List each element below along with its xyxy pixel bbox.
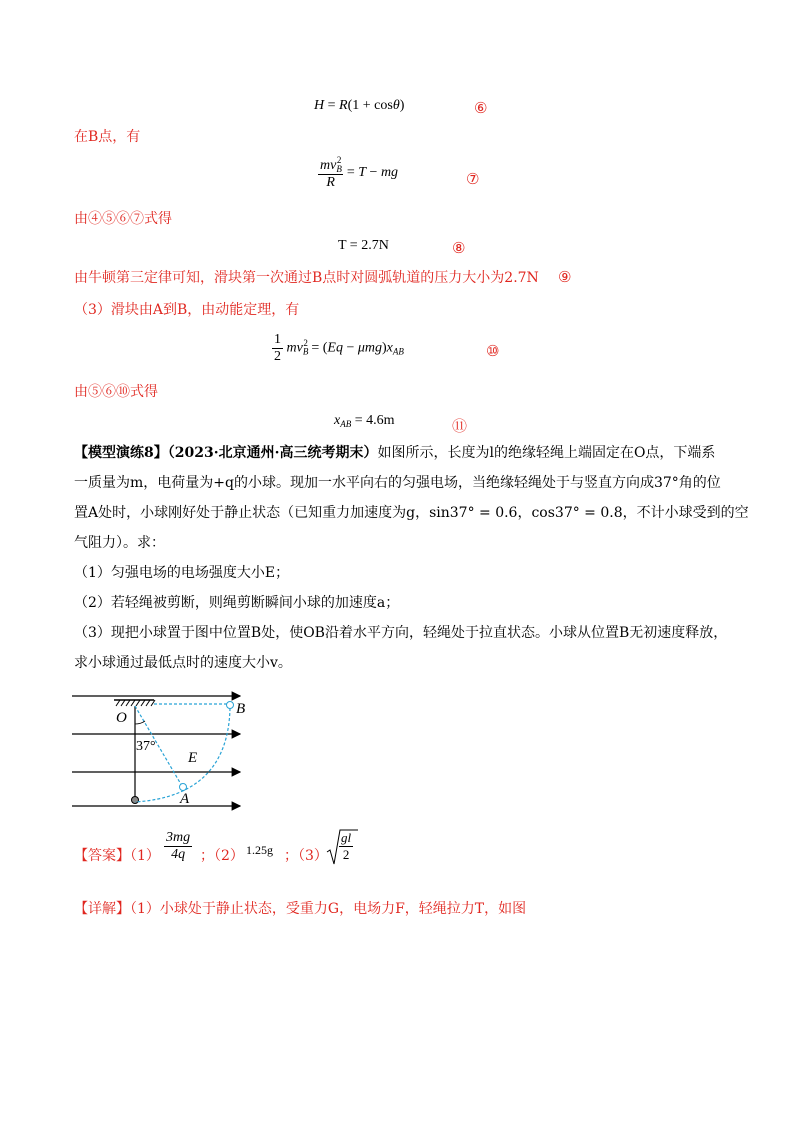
- equation-number-9: ⑨: [558, 268, 572, 286]
- answer-1-fraction: $\frac{3mg}{4q}$: [166, 830, 191, 862]
- equation-11: $x_{AB} = 4.6m$: [334, 413, 395, 429]
- question-3-line-1: （3）现把小球置于图中位置B处，使OB沿着水平方向，轻绳处于拉直状态。小球从位置B无初速度释放，: [74, 625, 728, 641]
- question-3-line-2: 求小球通过最低点时的速度大小v。: [74, 655, 292, 671]
- problem-text-3: 置A处时，小球刚好处于静止状态（已知重力加速度为g，sin37° = 0.6，cos37° = 0.8，不计小球受到的空: [74, 505, 749, 521]
- ball-a: [180, 784, 187, 791]
- label-b: B: [236, 701, 246, 717]
- text-from-5610: 由⑤⑥⑩式得: [74, 384, 158, 400]
- physics-figure: [70, 686, 250, 812]
- label-a: A: [180, 791, 190, 807]
- equation-number-8: ⑧: [452, 239, 466, 257]
- problem-block: [74, 438, 749, 678]
- answer-sep-1: ；（2）: [200, 848, 244, 864]
- label-angle: 37°: [136, 739, 156, 754]
- text-newton-third-law: 由牛顿第三定律可知，滑块第一次通过B点时对圆弧轨道的压力大小为2.7N: [74, 270, 539, 286]
- problem-text-4: 气阻力）。求：: [74, 535, 165, 551]
- equation-number-7: ⑦: [466, 170, 480, 188]
- equation-number-10: ⑩: [486, 342, 500, 360]
- question-1: （1）匀强电场的电场强度大小E；: [74, 565, 290, 581]
- equation-number-11: ⑪: [452, 417, 468, 435]
- label-e: E: [188, 750, 198, 766]
- equation-6: H = R(1 + cosθ): [314, 98, 405, 113]
- problem-text-2: 一质量为m，电荷量为+q的小球。现加一水平向右的匀强电场，当绝缘轻绳处于与竖直方向成37°角的位: [74, 475, 721, 491]
- text-part-3: （3）滑块由A到B，由动能定理，有: [74, 302, 300, 318]
- ceiling-hatch: [114, 700, 155, 706]
- ball-bottom: [132, 797, 139, 804]
- text-from-4567: 由④⑤⑥⑦式得: [74, 211, 172, 227]
- problem-text-1: 如图所示，长度为l的绝缘轻绳上端固定在O点，下端系: [377, 445, 716, 461]
- equation-8: T = 2.7N: [338, 238, 389, 253]
- equation-7: $\frac{mv_B^2}{R}$ = T − mg: [320, 155, 399, 190]
- answer-2: 1.25g: [246, 843, 273, 857]
- ball-b: [227, 702, 234, 709]
- question-2: （2）若轻绳被剪断，则绳剪断瞬间小球的加速度a；: [74, 595, 400, 611]
- detail-line: 【详解】（1）小球处于静止状态，受重力G，电场力F，轻绳拉力T，如图: [74, 901, 527, 917]
- answer-sep-2: ；（3）: [284, 848, 328, 864]
- equation-10: $\frac{1}{2}$ $mv_B^2 = (Eq - \mu mg)x_{AB}$: [274, 332, 404, 364]
- label-o: O: [116, 710, 127, 726]
- answer-label: 【答案】（1）: [74, 848, 160, 864]
- text-b-point: 在B点，有: [74, 129, 141, 145]
- problem-title: 【模型演练8】: [74, 445, 168, 461]
- problem-source: （2023·北京通州·高三统考期末）: [167, 445, 378, 461]
- equation-number-6: ⑥: [474, 99, 488, 117]
